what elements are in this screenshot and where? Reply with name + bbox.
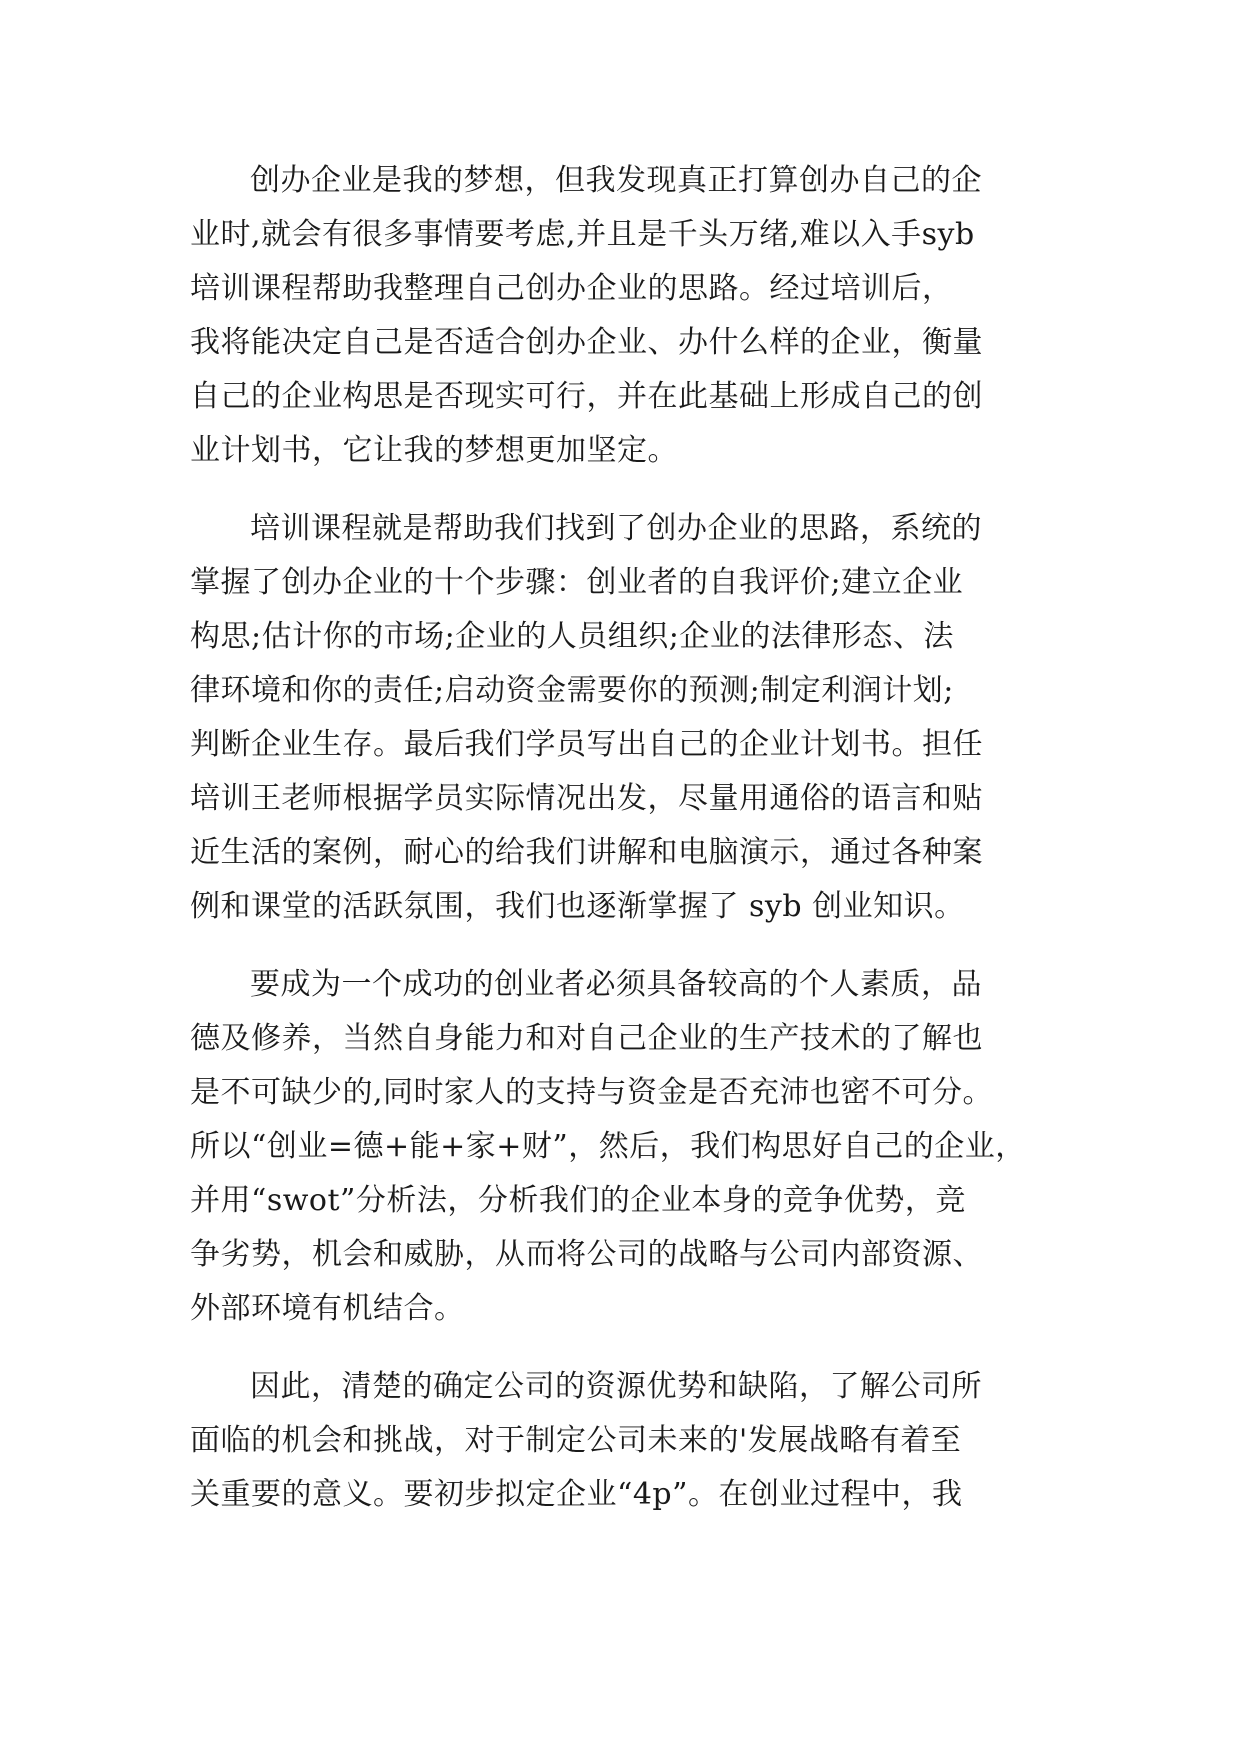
paragraph-3-line-1: 要成为一个成功的创业者必须具备较高的个人素质，品 (250, 967, 982, 1002)
paragraph-2-line-3: 构思;估计你的市场;企业的人员组织;企业的法律形态、法 (190, 619, 954, 654)
paragraph-2-line-5: 判断企业生存。最后我们学员写出自己的企业计划书。担任 (190, 727, 983, 762)
paragraph-2-line-7: 近生活的案例，耐心的给我们讲解和电脑演示，通过各种案 (190, 835, 983, 870)
paragraph-3-line-7: 外部环境有机结合。 (190, 1291, 465, 1326)
paragraph-3-line-5: 并用“swot”分析法，分析我们的企业本身的竞争优势，竞 (190, 1183, 966, 1218)
paragraph-3-line-3: 是不可缺少的,同时家人的支持与资金是否充沛也密不可分。 (190, 1075, 994, 1110)
paragraph-3-line-6: 争劣势，机会和威胁，从而将公司的战略与公司内部资源、 (190, 1237, 983, 1272)
paragraph-4-line-3: 关重要的意义。要初步拟定企业“4p”。在创业过程中，我 (190, 1477, 963, 1512)
paragraph-1-line-5: 自己的企业构思是否现实可行，并在此基础上形成自己的创 (190, 379, 983, 414)
paragraph-2-line-8: 例和课堂的活跃氛围，我们也逐渐掌握了 syb 创业知识。 (190, 889, 965, 924)
paragraph-1-line-6: 业计划书，它让我的梦想更加坚定。 (190, 433, 678, 468)
paragraph-1-line-4: 我将能决定自己是否适合创办企业、办什么样的企业，衡量 (190, 325, 983, 360)
paragraph-4-line-1: 因此，清楚的确定公司的资源优势和缺陷，了解公司所 (250, 1369, 982, 1404)
paragraph-2-line-1: 培训课程就是帮助我们找到了创办企业的思路，系统的 (250, 511, 982, 546)
paragraph-2-line-6: 培训王老师根据学员实际情况出发，尽量用通俗的语言和贴 (190, 781, 983, 816)
paragraph-1-line-1: 创办企业是我的梦想，但我发现真正打算创办自己的企 (250, 163, 982, 198)
paragraph-3-line-4: 所以“创业=德+能+家+财”，然后，我们构思好自己的企业， (190, 1129, 1026, 1164)
paragraph-2-line-4: 律环境和你的责任;启动资金需要你的预测;制定利润计划; (190, 673, 954, 708)
paragraph-4-line-2: 面临的机会和挑战，对于制定公司未来的'发展战略有着至 (190, 1423, 962, 1458)
paragraph-1-line-2: 业时,就会有很多事情要考虑,并且是千头万绪,难以入手syb (190, 217, 975, 252)
paragraph-1-line-3: 培训课程帮助我整理自己创办企业的思路。经过培训后， (190, 271, 953, 306)
paragraph-2-line-2: 掌握了创办企业的十个步骤：创业者的自我评价;建立企业 (190, 565, 964, 600)
paragraph-3-line-2: 德及修养，当然自身能力和对自己企业的生产技术的了解也 (190, 1021, 983, 1056)
